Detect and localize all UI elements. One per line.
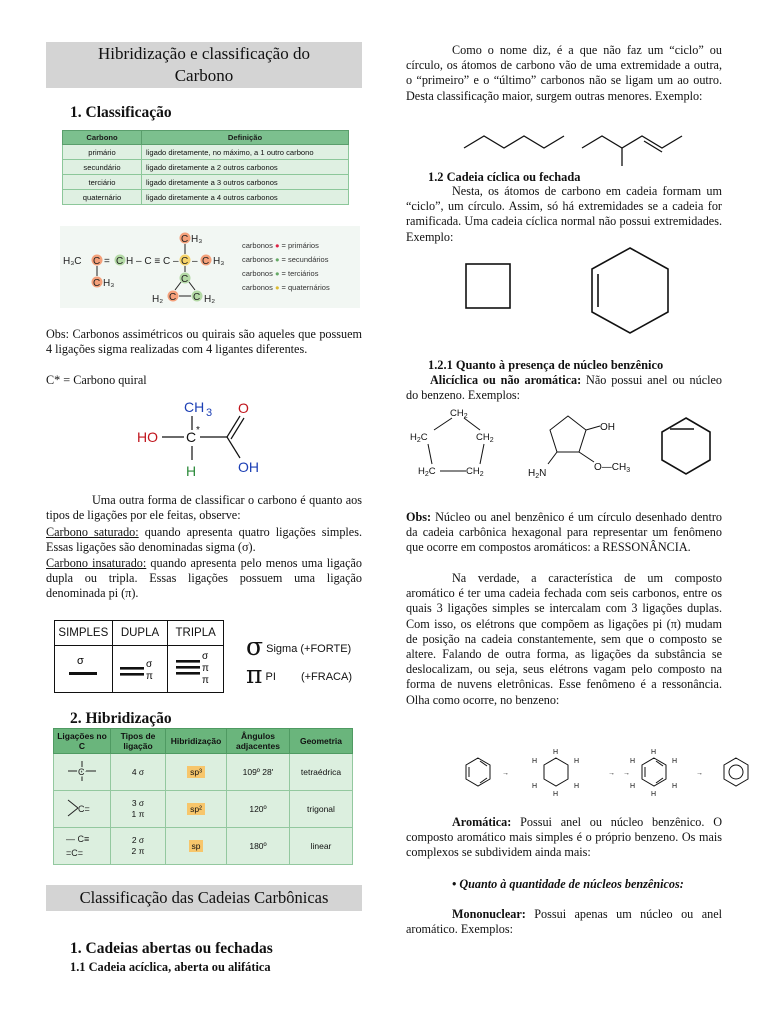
table-cell: 2 σ 2 π	[111, 828, 166, 865]
svg-text:H₃: H₃	[213, 256, 225, 267]
saturated-text: quando apresenta quatro ligações simples. Essas ligações são denominadas sigma (σ).	[46, 525, 362, 555]
table-row	[63, 160, 349, 175]
obs-benzene-paragraph	[406, 510, 722, 556]
svg-text:— C≡: — C≡	[66, 833, 90, 844]
svg-text:C: C	[181, 256, 189, 267]
table-cell: primário	[63, 145, 142, 160]
acyclic-heading: 1.1 Cadeia acíclica, aberta ou alifática	[70, 960, 271, 974]
svg-text:CH2: $CH_2$	[476, 432, 494, 444]
table-header: SIMPLES	[55, 621, 113, 646]
svg-text:*: *	[196, 425, 200, 436]
table-cell: 4 σ	[111, 754, 166, 791]
svg-text:→: →	[623, 770, 630, 777]
page-title: Hibridização e classificação do Carbono	[98, 44, 310, 85]
table-header: DUPLA	[112, 621, 168, 646]
alicyclic-term: Alicíclica ou não aromática:	[430, 373, 582, 387]
svg-text:H: H	[672, 758, 678, 765]
svg-text:H: H	[553, 791, 559, 798]
table-row	[54, 754, 353, 791]
svg-text:H: H	[532, 758, 538, 765]
carbon-bonds-icon	[54, 791, 111, 828]
svg-text:CH: CH	[184, 399, 205, 415]
svg-text:π: π	[201, 662, 209, 674]
obs-term: Obs:	[406, 510, 432, 524]
svg-text:=C=: =C=	[66, 847, 84, 858]
svg-text:→: →	[608, 770, 615, 777]
svg-text:C: C	[169, 292, 177, 303]
table-cell: ligado diretamente a 4 outros carbonos	[142, 190, 349, 205]
double-bond-cell	[112, 646, 168, 693]
bond-types-table	[54, 620, 224, 693]
sigma-legend	[246, 632, 351, 661]
table-row	[63, 175, 349, 190]
aromatic-paragraph	[406, 815, 722, 861]
table-header: Ângulos adjacentes	[227, 729, 290, 754]
svg-text:H₃: H₃	[103, 278, 115, 289]
chains-heading: 1. Cadeias abertas ou fechadas	[70, 940, 273, 957]
svg-text:C: C	[116, 256, 124, 267]
svg-text:π: π	[146, 670, 153, 682]
table-cell: trigonal	[290, 791, 353, 828]
svg-text:=: =	[104, 256, 110, 267]
benzene-presence-heading: 1.2.1 Quanto à presença de núcleo benzênico	[428, 358, 664, 372]
resonance-paragraph: Na verdade, a característica de um composto aromático é ter uma cadeia fechada com seis carbonos, entre os quais 3 ligações simples se intercalam com 3 ligações duplas. Com isso, os elétrons que compõem as ligações pi (π) mudam de posição na cadeia constantemente, sem que o composto se altere. Falando de outra forma, as ligações da substância se deslocalizam, ou seja, seus elétrons vagam pelo composto na forma de nuvens eletrônicas. Esse fenômeno é a ressonância. Olha como ocorre, no benzeno:	[406, 571, 722, 707]
alicyclic-examples	[408, 402, 720, 484]
table-cell: sp	[166, 828, 227, 865]
svg-text:→: →	[696, 770, 703, 777]
carbon-bonds-icon	[54, 754, 111, 791]
table-cell: ligado diretamente a 3 outros carbonos	[142, 175, 349, 190]
table-header: Hibridização	[166, 729, 227, 754]
table-row	[55, 646, 224, 693]
svg-text:C: C	[193, 292, 201, 303]
svg-text:C: C	[202, 256, 210, 267]
svg-text:H: H	[574, 758, 580, 765]
table-cell: 120º	[227, 791, 290, 828]
cyclic-heading: 1.2 Cadeia cíclica ou fechada	[428, 170, 581, 184]
svg-text:H: H	[651, 791, 657, 798]
svg-text:π: π	[201, 674, 209, 686]
svg-text:C: C	[78, 766, 85, 777]
sigma-label: Sigma (+FORTE)	[266, 643, 352, 655]
table-row	[63, 190, 349, 205]
legend-secondary: carbonos ● = secundários	[242, 255, 329, 264]
svg-text:C: C	[93, 278, 101, 289]
table-row	[54, 791, 353, 828]
svg-text:CH2: $CH_2$	[466, 466, 484, 478]
legend-primary: carbonos ● = primários	[242, 241, 319, 250]
alicyclic-paragraph	[406, 373, 722, 403]
svg-text:H – C ≡ C –: H – C ≡ C –	[126, 256, 179, 267]
svg-text:H: H	[553, 749, 559, 756]
chains-title: Classificação das Cadeias Carbônicas	[79, 888, 329, 907]
carbon-classification-table	[62, 130, 349, 205]
svg-text:OH: OH	[600, 422, 615, 433]
svg-text:O: O	[238, 400, 249, 416]
table-cell: terciário	[63, 175, 142, 190]
legend-tertiary: carbonos ● = terciários	[242, 269, 319, 278]
svg-text:HO: HO	[137, 429, 158, 445]
obs-text: Núcleo ou anel benzênico é um círculo desenhado dentro da cadeia carbônica hexagonal para representar um fenômeno que ocorre em compostos aromáticos: a RESSONÂNCIA.	[406, 510, 722, 555]
svg-text:H: H	[651, 749, 657, 756]
svg-text:C: C	[181, 234, 189, 245]
unsaturated-paragraph	[46, 556, 362, 602]
svg-text:C=: C=	[78, 803, 90, 814]
aromatic-term: Aromática:	[452, 815, 512, 829]
chains-title-box	[46, 885, 362, 911]
svg-text:σ: σ	[77, 654, 85, 667]
svg-text:H: H	[630, 758, 636, 765]
svg-text:C: C	[186, 429, 197, 445]
table-header: Tipos de ligação	[111, 729, 166, 754]
table-row	[54, 828, 353, 865]
table-cell: sp²	[166, 791, 227, 828]
benzene-resonance-diagram	[458, 744, 768, 802]
table-row	[63, 145, 349, 160]
svg-text:H: H	[574, 783, 580, 790]
svg-text:σ: σ	[201, 650, 208, 662]
unsaturated-text: quando apresenta pelo menos uma ligação dupla ou tripla. Essas ligações possuem uma ligação denominada pi (π).	[46, 556, 362, 601]
cyclic-chain-examples	[458, 244, 688, 336]
saturated-term: Carbono saturado:	[46, 525, 139, 539]
svg-text:3: 3	[206, 407, 213, 419]
acyclic-chain-examples	[458, 124, 688, 168]
svg-text:H: H	[186, 463, 197, 479]
mononuclear-term: Mononuclear:	[452, 907, 526, 921]
table-cell: linear	[290, 828, 353, 865]
legend-quaternary: carbonos ● = quaternários	[242, 283, 330, 292]
obs-chiral-paragraph: Obs: Carbonos assimétricos ou quirais são aqueles que possuem 4 ligações sigma realizadas com 4 ligantes diferentes.	[46, 327, 362, 357]
table-cell: 3 σ 1 π	[111, 791, 166, 828]
svg-text:C: C	[181, 274, 189, 285]
table-cell: quaternário	[63, 190, 142, 205]
table-header: Definição	[142, 131, 349, 145]
pi-legend	[246, 660, 352, 689]
section-hybridization-heading: 2. Hibridização	[70, 710, 172, 727]
table-header: TRIPLA	[168, 621, 224, 646]
svg-text:H: H	[532, 783, 538, 790]
acyclic-paragraph: Como o nome diz, é a que não faz um “ciclo” ou círculo, os átomos de carbono vão de uma extremidade a outra, o “primeiro” e o “último” carbonos não se ligam um ao outro. Desta classificação maior, surgem outras menores. Exemplo:	[406, 43, 722, 103]
sigma-symbol: σ	[246, 632, 264, 661]
table-header: Ligações no C	[54, 729, 111, 754]
mononuclear-text: Possui apenas um núcleo ou anel aromático. Exemplos:	[406, 907, 722, 937]
pi-label: PI	[265, 671, 276, 683]
table-header: Geometria	[290, 729, 353, 754]
saturated-paragraph	[46, 525, 362, 555]
carbon-bonds-icon	[54, 828, 111, 865]
page-title-box	[46, 42, 362, 88]
svg-text:H: H	[630, 783, 636, 790]
svg-text:H2C: $H_2C$	[418, 466, 436, 478]
table-cell: tetraédrica	[290, 754, 353, 791]
alicyclic-text: Não possui anel ou núcleo do benzeno. Exemplos:	[406, 373, 722, 403]
svg-text:C: C	[93, 256, 101, 267]
svg-text:H: H	[672, 783, 678, 790]
table-cell: ligado diretamente a 2 outros carbonos	[142, 160, 349, 175]
carbon-chain-diagram	[60, 226, 360, 308]
table-cell: 180º	[227, 828, 290, 865]
svg-text:H2C: $H_2C$	[410, 432, 428, 444]
svg-text:H₃: H₃	[191, 234, 203, 245]
triple-bond-cell	[168, 646, 224, 693]
table-header: Carbono	[63, 131, 142, 145]
nuclei-quantity-heading: • Quanto à quantidade de núcleos benzênicos:	[452, 877, 684, 891]
section-classification-heading: 1. Classificação	[70, 104, 172, 121]
svg-text:–: –	[192, 256, 198, 267]
svg-text:H₃C: H₃C	[63, 256, 82, 267]
svg-text:H₂: H₂	[204, 294, 216, 305]
table-cell: secundário	[63, 160, 142, 175]
svg-text:σ: σ	[146, 658, 153, 670]
hybridization-table	[53, 728, 353, 865]
chiral-carbon-diagram	[132, 396, 282, 484]
svg-text:OH: OH	[238, 459, 259, 475]
svg-text:CH2: $CH_2$	[450, 408, 468, 420]
pi-symbol: π	[246, 660, 263, 689]
pi-strength: (+FRACA)	[300, 671, 352, 683]
chiral-definition: C* = Carbono quiral	[46, 373, 147, 387]
bond-intro-paragraph: Uma outra forma de classificar o carbono é quanto aos tipos de ligações por ele feitas, observe:	[46, 493, 362, 523]
unsaturated-term: Carbono insaturado:	[46, 556, 147, 570]
cyclic-paragraph: Nesta, os átomos de carbono em cadeia formam um “ciclo”, um círculo. Assim, só há extremidades se a cadeia for ramificada. Uma cadeia cíclica normal não possui extremidades. Exemplo:	[406, 184, 722, 244]
mononuclear-paragraph	[406, 907, 722, 937]
svg-text:H₂: H₂	[152, 294, 164, 305]
svg-text:H2N: $H_2N$	[528, 468, 547, 480]
table-cell: 109º 28'	[227, 754, 290, 791]
svg-text:O—CH3: $O—CH_3$	[594, 462, 631, 474]
table-cell: sp³	[166, 754, 227, 791]
svg-text:→: →	[502, 770, 509, 777]
table-cell: ligado diretamente, no máximo, a 1 outro carbono	[142, 145, 349, 160]
aromatic-text: Possui anel ou núcleo benzênico. O composto aromático mais simples é o próprio benzeno. Os mais complexos se subdividem ainda mais:	[406, 815, 722, 860]
single-bond-cell	[55, 646, 113, 693]
